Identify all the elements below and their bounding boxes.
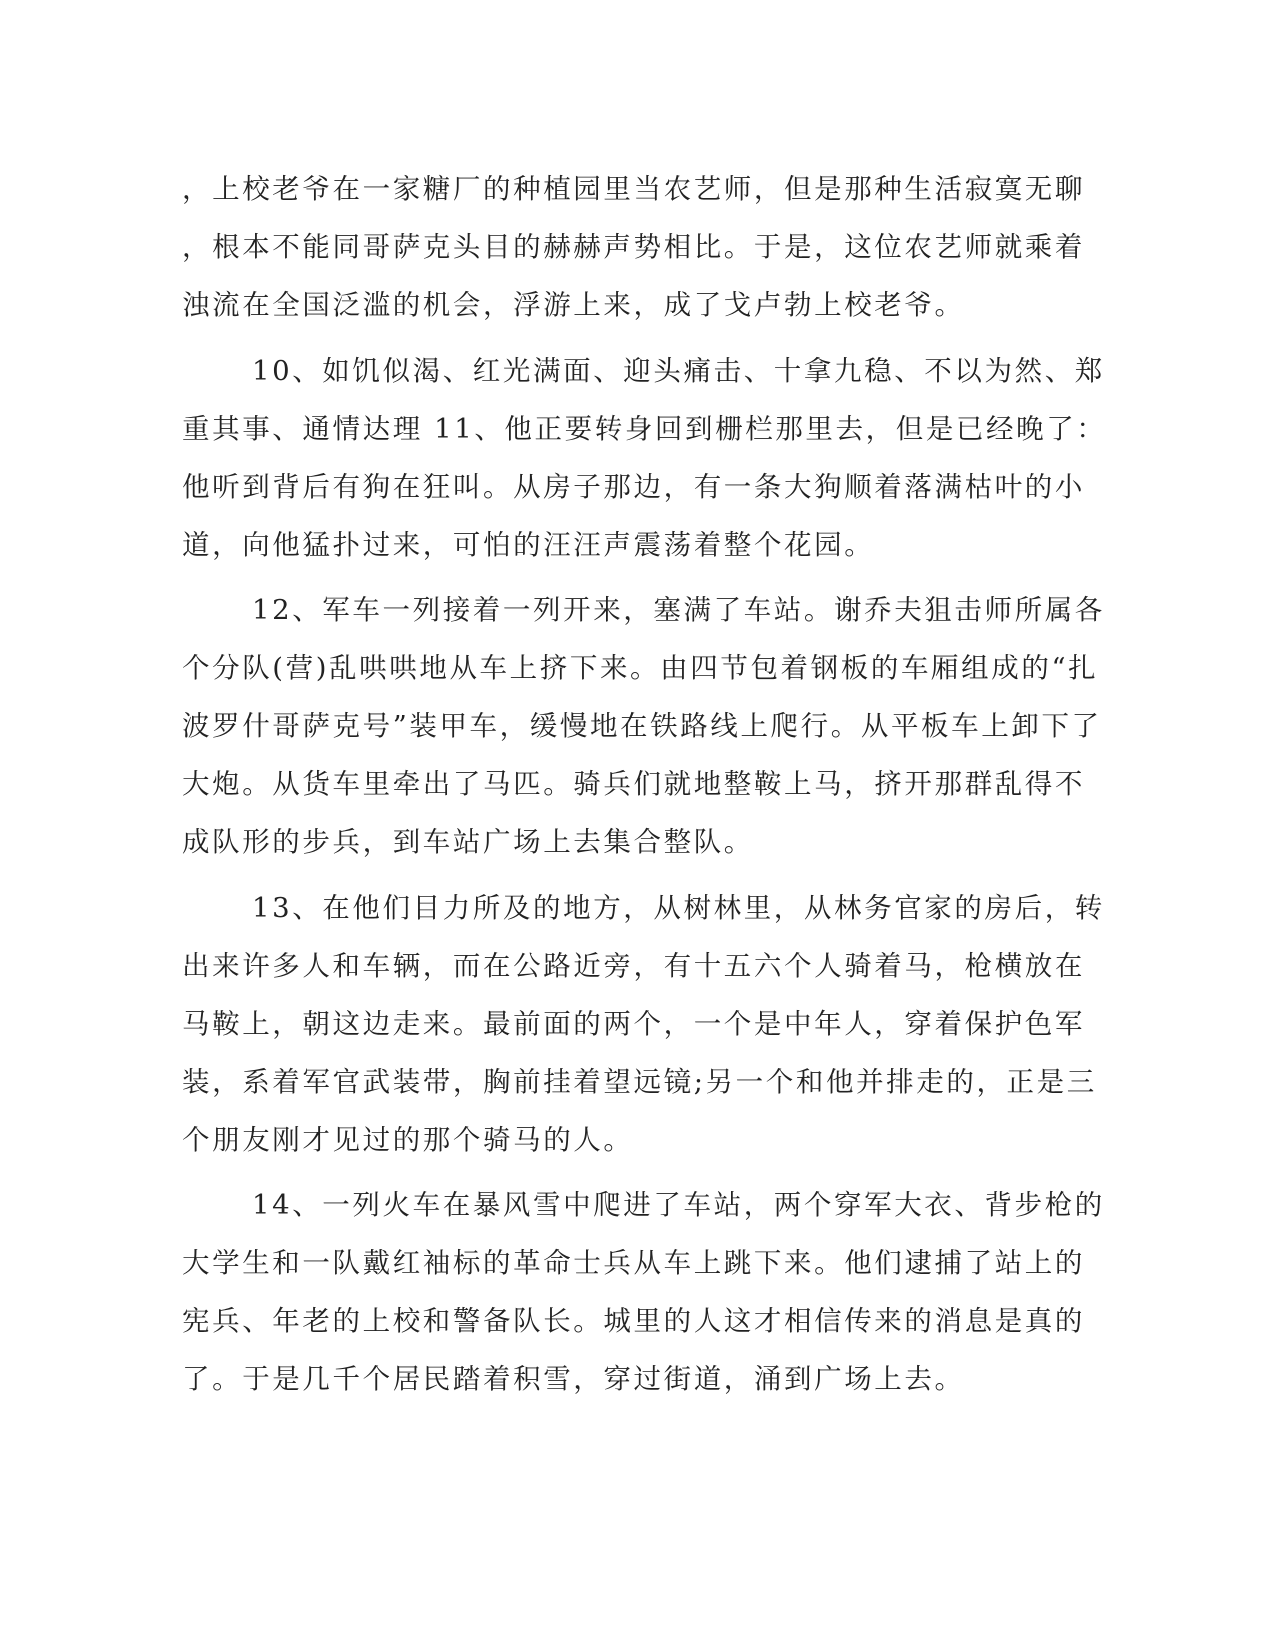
paragraph-4: [182, 879, 1105, 1169]
text-line: 马鞍上，朝这边走来。最前面的两个，一个是中年人，穿着保护色军: [182, 1007, 1085, 1040]
text-line: ，上校老爷在一家糖厂的种植园里当农艺师，但是那种生活寂寞无聊: [182, 173, 1085, 205]
text-line: 波罗什哥萨克号”装甲车，缓慢地在铁路线上爬行。从平板车上卸下了: [182, 710, 1102, 742]
text-line: 12、军车一列接着一列开来，塞满了车站。谢乔夫狙击师所属各: [252, 594, 1105, 626]
paragraph-2: [182, 342, 1107, 574]
paragraph-5: [182, 1176, 1105, 1408]
text-line: 装，系着军官武装带，胸前挂着望远镜;另一个和他并排走的，正是三: [182, 1065, 1097, 1098]
text-line: 浊流在全国泛滥的机会，浮游上来，成了戈卢勃上校老爷。: [182, 289, 965, 321]
text-line: 重其事、通情达理 11、他正要转身回到栅栏那里去，但是已经晚了：: [182, 412, 1107, 445]
text-line: 个朋友刚才见过的那个骑马的人。: [182, 1123, 634, 1156]
text-line: 他听到背后有狗在狂叫。从房子那边，有一条大狗顺着落满枯叶的小: [182, 470, 1085, 503]
text-line: 14、一列火车在暴风雪中爬进了车站，两个穿军大衣、背步枪的: [252, 1189, 1105, 1221]
text-line: ，根本不能同哥萨克头目的赫赫声势相比。于是，这位农艺师就乘着: [182, 231, 1085, 263]
text-line: 道，向他猛扑过来，可怕的汪汪声震荡着整个花园。: [182, 528, 875, 561]
text-line: 个分队(营)乱哄哄地从车上挤下来。由四节包着钢板的车厢组成的“扎: [182, 652, 1099, 684]
text-line: 大炮。从货车里牵出了马匹。骑兵们就地整鞍上马，挤开那群乱得不: [182, 768, 1085, 800]
text-line: 出来许多人和车辆，而在公路近旁，有十五六个人骑着马，枪横放在: [182, 949, 1085, 982]
paragraph-3: [182, 581, 1105, 871]
text-line: 成队形的步兵，到车站广场上去集合整队。: [182, 826, 754, 858]
text-line: 13、在他们目力所及的地方，从树林里，从林务官家的房后，转: [252, 891, 1105, 924]
text-line: 了。于是几千个居民踏着积雪，穿过街道，涌到广场上去。: [182, 1363, 965, 1395]
text-line: 10、如饥似渴、红光满面、迎头痛击、十拿九稳、不以为然、郑: [252, 354, 1105, 387]
document-body: [182, 160, 1107, 1408]
paragraph-1: [182, 160, 1085, 334]
text-line: 宪兵、年老的上校和警备队长。城里的人这才相信传来的消息是真的: [182, 1305, 1085, 1337]
text-line: 大学生和一队戴红袖标的革命士兵从车上跳下来。他们逮捕了站上的: [182, 1247, 1085, 1279]
